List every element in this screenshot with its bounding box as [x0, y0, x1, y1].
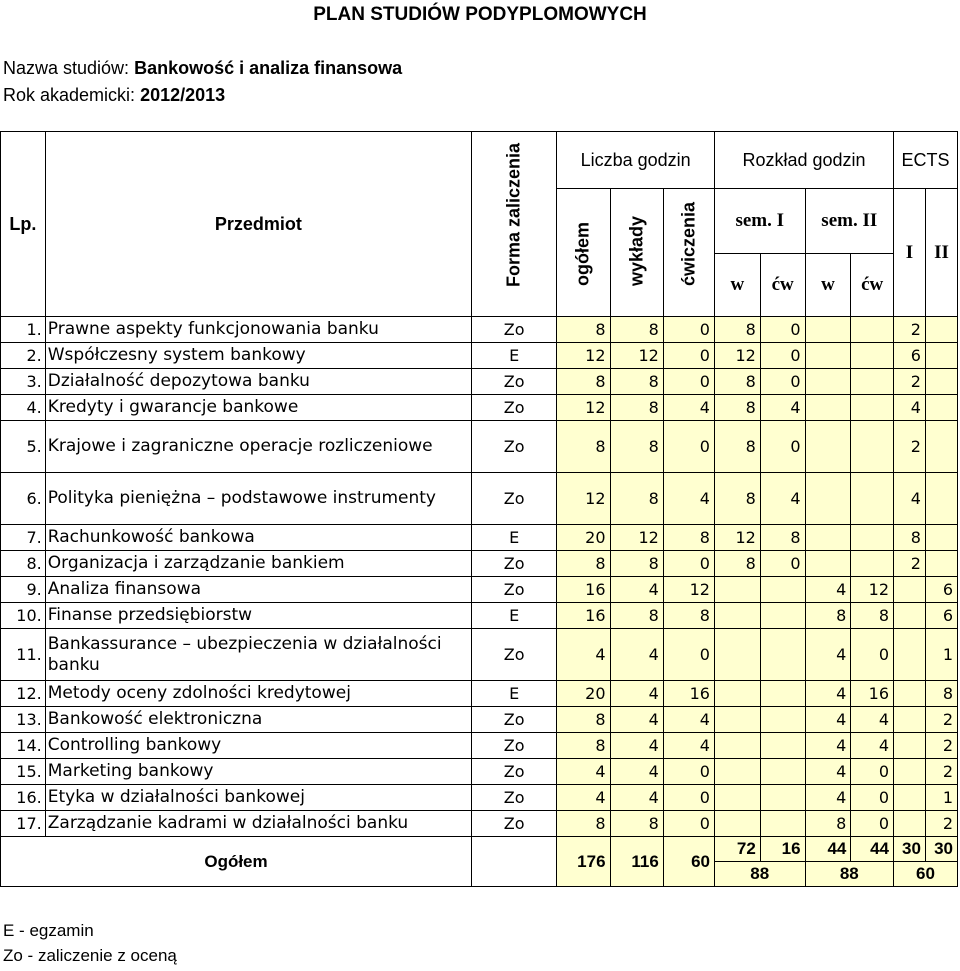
row-number: 5.	[1, 421, 46, 473]
row-number: 7.	[1, 525, 46, 551]
ects-sem2: 2	[925, 759, 957, 785]
sem2-exercise	[851, 473, 894, 525]
totals-lecture-hours: 116	[610, 837, 663, 887]
totals-sem2-exercise: 44	[851, 837, 894, 862]
academic-year-line	[3, 85, 225, 106]
lecture-hours: 8	[610, 369, 663, 395]
sem1-exercise: 4	[760, 473, 805, 525]
ects-sem1	[894, 603, 926, 629]
ects-sem1	[894, 629, 926, 681]
total-hours: 4	[557, 759, 610, 785]
sem2-exercise: 0	[851, 785, 894, 811]
table-row	[1, 395, 958, 421]
total-hours: 16	[557, 577, 610, 603]
sem1-lecture	[714, 629, 760, 681]
form: Zo	[472, 317, 557, 343]
header-lectures-label: wykłady	[626, 215, 647, 286]
header-ects-2: II	[925, 189, 957, 317]
total-hours: 20	[557, 681, 610, 707]
ects-sem2	[925, 317, 957, 343]
header-subject: Przedmiot	[45, 132, 471, 317]
ects-sem1	[894, 577, 926, 603]
form: E	[472, 343, 557, 369]
ects-sem2: 1	[925, 785, 957, 811]
total-hours: 8	[557, 707, 610, 733]
form: Zo	[472, 707, 557, 733]
row-number: 14.	[1, 733, 46, 759]
sem1-lecture	[714, 577, 760, 603]
subject-name: Controlling bankowy	[45, 733, 471, 759]
lecture-hours: 12	[610, 525, 663, 551]
sem1-lecture	[714, 811, 760, 837]
row-number: 17.	[1, 811, 46, 837]
sem1-lecture	[714, 733, 760, 759]
header-sem1: sem. I	[714, 189, 805, 254]
legend-graded-credit: Zo - zaliczenie z oceną	[3, 946, 177, 965]
ects-sem2: 2	[925, 811, 957, 837]
totals-sem1-lecture: 72	[714, 837, 760, 862]
ects-sem2: 6	[925, 577, 957, 603]
header-ects-1: I	[894, 189, 926, 317]
exercise-hours: 0	[663, 369, 714, 395]
sem1-lecture	[714, 707, 760, 733]
ects-sem1: 2	[894, 317, 926, 343]
ects-sem1: 8	[894, 525, 926, 551]
totals-exercise-hours: 60	[663, 837, 714, 887]
ects-sem2	[925, 473, 957, 525]
subject-name: Finanse przedsiębiorstw	[45, 603, 471, 629]
sem1-lecture	[714, 681, 760, 707]
sem2-lecture: 8	[805, 603, 851, 629]
sem1-exercise	[760, 733, 805, 759]
sem2-lecture	[805, 317, 851, 343]
table-row	[1, 707, 958, 733]
sem2-lecture	[805, 395, 851, 421]
header-hours: Liczba godzin	[557, 132, 715, 189]
header-exercises	[663, 189, 714, 317]
lecture-hours: 8	[610, 421, 663, 473]
ects-sem2: 6	[925, 603, 957, 629]
total-hours: 8	[557, 317, 610, 343]
exercise-hours: 8	[663, 525, 714, 551]
ects-sem2	[925, 551, 957, 577]
sem1-lecture: 8	[714, 551, 760, 577]
subject-name: Bankowość elektroniczna	[45, 707, 471, 733]
total-hours: 8	[557, 733, 610, 759]
subject-name: Metody oceny zdolności kredytowej	[45, 681, 471, 707]
table-row	[1, 369, 958, 395]
exercise-hours: 0	[663, 343, 714, 369]
subject-name: Współczesny system bankowy	[45, 343, 471, 369]
lecture-hours: 4	[610, 759, 663, 785]
sem1-exercise	[760, 629, 805, 681]
totals-label: Ogółem	[1, 837, 472, 887]
totals-ects-sum: 60	[894, 862, 958, 887]
ects-sem1: 6	[894, 343, 926, 369]
row-number: 1.	[1, 317, 46, 343]
exercise-hours: 0	[663, 759, 714, 785]
table-row	[1, 681, 958, 707]
row-number: 10.	[1, 603, 46, 629]
sem2-lecture	[805, 369, 851, 395]
total-hours: 20	[557, 525, 610, 551]
row-number: 12.	[1, 681, 46, 707]
table-row	[1, 421, 958, 473]
sem2-exercise	[851, 525, 894, 551]
form: E	[472, 525, 557, 551]
table-row	[1, 629, 958, 681]
exercise-hours: 0	[663, 629, 714, 681]
sem2-exercise	[851, 317, 894, 343]
sem2-lecture: 8	[805, 811, 851, 837]
table-row	[1, 525, 958, 551]
ects-sem2: 2	[925, 707, 957, 733]
form: Zo	[472, 473, 557, 525]
ects-sem1: 2	[894, 421, 926, 473]
sem2-exercise	[851, 421, 894, 473]
subject-name: Organizacja i zarządzanie bankiem	[45, 551, 471, 577]
sem1-exercise	[760, 785, 805, 811]
sem1-exercise	[760, 603, 805, 629]
sem1-exercise: 0	[760, 343, 805, 369]
form: Zo	[472, 629, 557, 681]
sem1-lecture: 8	[714, 395, 760, 421]
subject-name: Rachunkowość bankowa	[45, 525, 471, 551]
sem1-lecture: 8	[714, 369, 760, 395]
sem2-exercise: 12	[851, 577, 894, 603]
form: Zo	[472, 551, 557, 577]
sem2-lecture: 4	[805, 759, 851, 785]
sem2-exercise: 8	[851, 603, 894, 629]
sem2-exercise: 16	[851, 681, 894, 707]
subject-name: Bankassurance – ubezpieczenia w działalności banku	[45, 629, 471, 681]
totals-sem2-sum: 88	[805, 862, 893, 887]
lecture-hours: 4	[610, 681, 663, 707]
total-hours: 4	[557, 785, 610, 811]
sem1-lecture: 12	[714, 525, 760, 551]
table-row	[1, 603, 958, 629]
ects-sem1: 4	[894, 395, 926, 421]
sem1-exercise: 0	[760, 369, 805, 395]
totals-total-hours: 176	[557, 837, 610, 887]
lecture-hours: 8	[610, 473, 663, 525]
totals-row	[1, 837, 958, 862]
totals-sem1-exercise: 16	[760, 837, 805, 862]
subject-name: Marketing bankowy	[45, 759, 471, 785]
sem1-lecture: 12	[714, 343, 760, 369]
total-hours: 8	[557, 811, 610, 837]
ects-sem1: 4	[894, 473, 926, 525]
sem2-lecture	[805, 343, 851, 369]
sem2-lecture	[805, 473, 851, 525]
sem2-exercise	[851, 551, 894, 577]
ects-sem1	[894, 733, 926, 759]
ects-sem2: 8	[925, 681, 957, 707]
sem1-exercise	[760, 811, 805, 837]
sem1-exercise: 4	[760, 395, 805, 421]
sem2-lecture: 4	[805, 733, 851, 759]
row-number: 3.	[1, 369, 46, 395]
exercise-hours: 4	[663, 395, 714, 421]
row-number: 15.	[1, 759, 46, 785]
sem1-lecture: 8	[714, 317, 760, 343]
sem1-exercise	[760, 681, 805, 707]
form: Zo	[472, 785, 557, 811]
exercise-hours: 0	[663, 811, 714, 837]
header-sem2-w: w	[805, 254, 851, 317]
row-number: 2.	[1, 343, 46, 369]
sem1-exercise: 8	[760, 525, 805, 551]
ects-sem2	[925, 395, 957, 421]
sem2-exercise: 0	[851, 629, 894, 681]
table-row	[1, 551, 958, 577]
lecture-hours: 4	[610, 733, 663, 759]
subject-name: Prawne aspekty funkcjonowania banku	[45, 317, 471, 343]
exercise-hours: 0	[663, 317, 714, 343]
row-number: 13.	[1, 707, 46, 733]
ects-sem2: 1	[925, 629, 957, 681]
total-hours: 12	[557, 395, 610, 421]
sem2-exercise: 0	[851, 759, 894, 785]
sem1-lecture: 8	[714, 473, 760, 525]
ects-sem2	[925, 525, 957, 551]
lecture-hours: 4	[610, 629, 663, 681]
ects-sem2	[925, 421, 957, 473]
sem1-exercise	[760, 759, 805, 785]
subject-name: Krajowe i zagraniczne operacje rozliczeniowe	[45, 421, 471, 473]
exercise-hours: 0	[663, 785, 714, 811]
ects-sem1: 2	[894, 551, 926, 577]
row-number: 6.	[1, 473, 46, 525]
header-sem2: sem. II	[805, 189, 893, 254]
exercise-hours: 4	[663, 473, 714, 525]
row-number: 8.	[1, 551, 46, 577]
exercise-hours: 0	[663, 551, 714, 577]
header-ects: ECTS	[894, 132, 958, 189]
table-row	[1, 785, 958, 811]
ects-sem1	[894, 681, 926, 707]
lecture-hours: 8	[610, 811, 663, 837]
table-row	[1, 577, 958, 603]
sem1-exercise: 0	[760, 551, 805, 577]
sem2-exercise: 4	[851, 733, 894, 759]
totals-ects-sem2: 30	[925, 837, 957, 862]
ects-sem2	[925, 343, 957, 369]
sem1-exercise: 0	[760, 421, 805, 473]
sem1-exercise: 0	[760, 317, 805, 343]
total-hours: 8	[557, 421, 610, 473]
ects-sem1	[894, 785, 926, 811]
form: Zo	[472, 733, 557, 759]
lecture-hours: 4	[610, 707, 663, 733]
ects-sem2	[925, 369, 957, 395]
table-row	[1, 811, 958, 837]
sem1-lecture	[714, 759, 760, 785]
table-row	[1, 733, 958, 759]
form: Zo	[472, 759, 557, 785]
sem2-lecture: 4	[805, 707, 851, 733]
form: Zo	[472, 421, 557, 473]
sem2-exercise: 0	[851, 811, 894, 837]
total-hours: 12	[557, 343, 610, 369]
exercise-hours: 0	[663, 421, 714, 473]
form: Zo	[472, 577, 557, 603]
form: Zo	[472, 395, 557, 421]
header-schedule: Rozkład godzin	[714, 132, 893, 189]
subject-name: Kredyty i gwarancje bankowe	[45, 395, 471, 421]
sem1-lecture: 8	[714, 421, 760, 473]
exercise-hours: 4	[663, 707, 714, 733]
sem2-lecture: 4	[805, 785, 851, 811]
totals-ects-sem1: 30	[894, 837, 926, 862]
header-sem1-cw: ćw	[760, 254, 805, 317]
exercise-hours: 12	[663, 577, 714, 603]
lecture-hours: 8	[610, 603, 663, 629]
sem1-lecture	[714, 603, 760, 629]
header-total	[557, 189, 610, 317]
sem2-exercise	[851, 343, 894, 369]
exercise-hours: 4	[663, 733, 714, 759]
header-sem2-cw: ćw	[851, 254, 894, 317]
ects-sem1	[894, 759, 926, 785]
subject-name: Polityka pieniężna – podstawowe instrumenty	[45, 473, 471, 525]
sem2-exercise	[851, 369, 894, 395]
table-row	[1, 343, 958, 369]
sem1-exercise	[760, 707, 805, 733]
study-name-label: Nazwa studiów:	[3, 58, 130, 78]
sem1-exercise	[760, 577, 805, 603]
table-row	[1, 759, 958, 785]
row-number: 16.	[1, 785, 46, 811]
sem2-lecture: 4	[805, 577, 851, 603]
sem2-lecture: 4	[805, 629, 851, 681]
ects-sem1	[894, 707, 926, 733]
subject-name: Etyka w działalności bankowej	[45, 785, 471, 811]
sem2-lecture	[805, 551, 851, 577]
sem2-lecture	[805, 421, 851, 473]
page-title: PLAN STUDIÓW PODYPLOMOWYCH	[313, 4, 647, 25]
sem2-lecture	[805, 525, 851, 551]
ects-sem1	[894, 811, 926, 837]
ects-sem1: 2	[894, 369, 926, 395]
total-hours: 4	[557, 629, 610, 681]
total-hours: 8	[557, 551, 610, 577]
lecture-hours: 8	[610, 551, 663, 577]
sem2-exercise: 4	[851, 707, 894, 733]
ects-sem2: 2	[925, 733, 957, 759]
lecture-hours: 12	[610, 343, 663, 369]
header-total-label: ogółem	[572, 221, 593, 286]
totals-form	[472, 837, 557, 887]
legend-exam: E - egzamin	[3, 921, 94, 940]
form: E	[472, 603, 557, 629]
row-number: 11.	[1, 629, 46, 681]
lecture-hours: 8	[610, 395, 663, 421]
subject-name: Działalność depozytowa banku	[45, 369, 471, 395]
form: Zo	[472, 811, 557, 837]
total-hours: 8	[557, 369, 610, 395]
row-number: 4.	[1, 395, 46, 421]
header-lectures	[610, 189, 663, 317]
total-hours: 12	[557, 473, 610, 525]
sem2-lecture: 4	[805, 681, 851, 707]
sem1-lecture	[714, 785, 760, 811]
lecture-hours: 8	[610, 317, 663, 343]
header-exercises-label: ćwiczenia	[678, 201, 699, 286]
study-name-value: Bankowość i analiza finansowa	[134, 58, 403, 78]
subject-name: Zarządzanie kadrami w działalności banku	[45, 811, 471, 837]
exercise-hours: 8	[663, 603, 714, 629]
row-number: 9.	[1, 577, 46, 603]
table-row	[1, 317, 958, 343]
lecture-hours: 4	[610, 577, 663, 603]
header-form	[472, 132, 557, 317]
academic-year-label: Rok akademicki:	[3, 85, 136, 105]
study-name-line	[3, 58, 402, 79]
table-row	[1, 473, 958, 525]
academic-year-value: 2012/2013	[140, 85, 226, 105]
total-hours: 16	[557, 603, 610, 629]
lecture-hours: 4	[610, 785, 663, 811]
sem2-exercise	[851, 395, 894, 421]
subject-name: Analiza finansowa	[45, 577, 471, 603]
header-lp: Lp.	[1, 132, 46, 317]
header-form-label: Forma zaliczenia	[503, 142, 524, 287]
totals-sem1-sum: 88	[714, 862, 805, 887]
form: E	[472, 681, 557, 707]
exercise-hours: 16	[663, 681, 714, 707]
form: Zo	[472, 369, 557, 395]
study-plan-table	[0, 131, 958, 887]
header-sem1-w: w	[714, 254, 760, 317]
totals-sem2-lecture: 44	[805, 837, 851, 862]
